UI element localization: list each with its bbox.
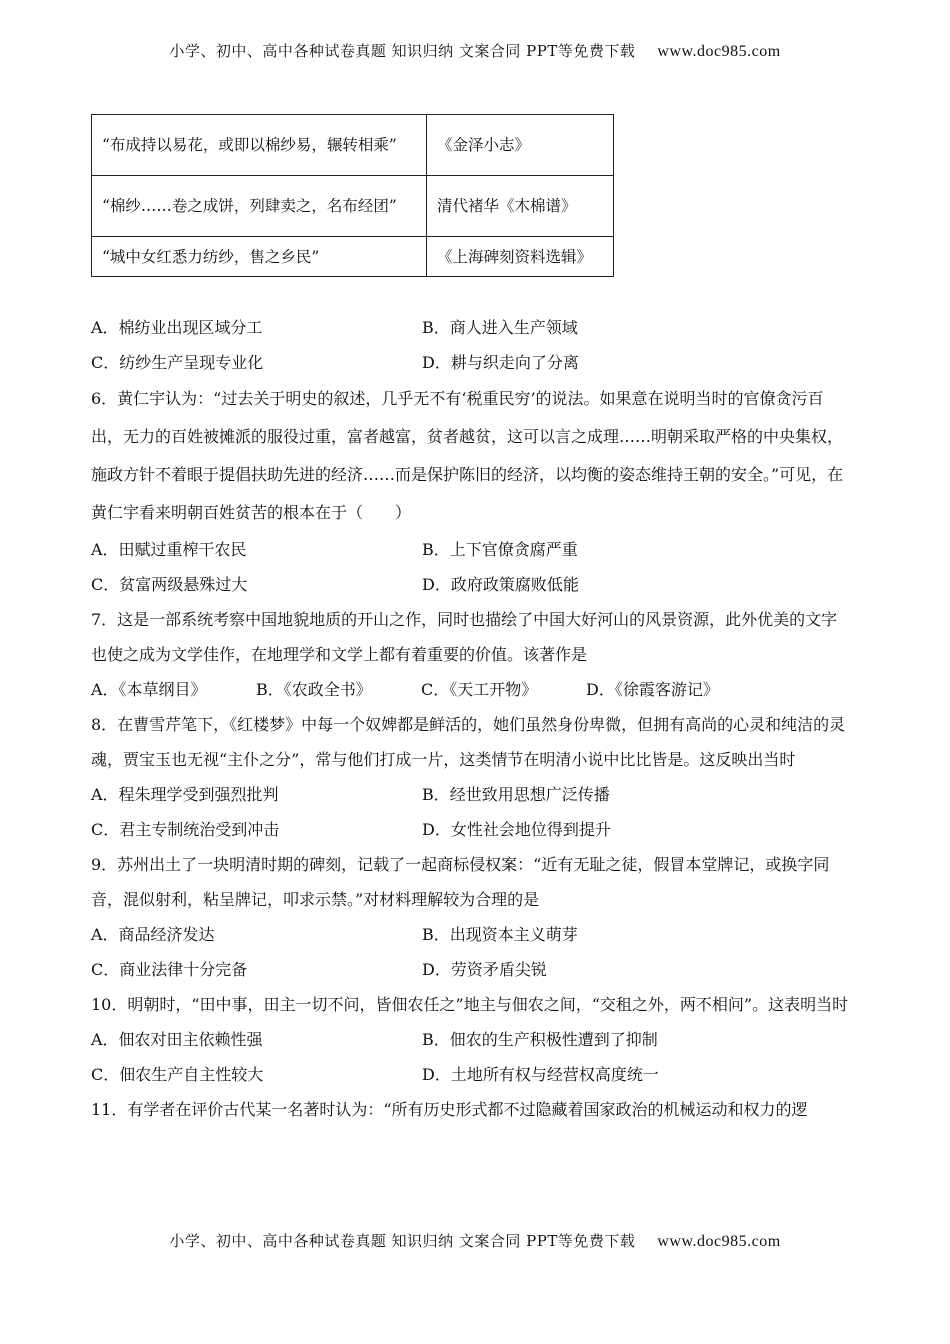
table-quote: “布成持以易花，或即以棉纱易，辗转相乘”	[92, 115, 427, 176]
q11-stem: 11．有学者在评价古代某一名著时认为：“所有历史形式都不过隐藏着国家政治的机械运动和权力的逻	[91, 1100, 808, 1119]
q5-option-d: D．耕与织走向了分离	[422, 353, 579, 372]
table-row	[92, 237, 614, 277]
q7-option-a: A．《本草纲目》	[91, 680, 207, 699]
page-header	[0, 40, 950, 61]
q7-stem: 7．这是一部系统考察中国地貌地质的开山之作，同时也描绘了中国大好河山的风景资源，此外优美的文字也使之成为文学佳作，在地理学和文学上都有着重要的价值。该著作是	[91, 610, 838, 664]
source-table	[91, 114, 614, 277]
table-source: 清代褚华《木棉谱》	[427, 176, 614, 237]
q5-option-a: A．棉纺业出现区域分工	[91, 318, 263, 337]
table-row	[92, 115, 614, 176]
table-source: 《金泽小志》	[427, 115, 614, 176]
q7-option-b: B．《农政全书》	[256, 680, 372, 699]
q9-options-row-2	[91, 952, 853, 987]
table-quote: “城中女红悉力纺纱，售之乡民”	[92, 237, 427, 277]
q8-options-row-1	[91, 777, 853, 812]
q10-stem: 10．明朝时，“田中事，田主一切不问，皆佃农任之”地主与佃农之间，“交租之外，两不相问”。这表明当时	[91, 995, 849, 1014]
header-url[interactable]: www.doc985.com	[657, 43, 781, 60]
q6-option-d: D．政府政策腐败低能	[422, 575, 579, 594]
q6-options-row-1	[91, 532, 853, 567]
q8-option-b: B．经世致用思想广泛传播	[422, 785, 610, 804]
q5-option-c: C．纺纱生产呈现专业化	[91, 353, 264, 372]
q6-stem: 6．黄仁宇认为：“过去关于明史的叙述，几乎无不有‘税重民穷’的说法。如果意在说明当时的官僚贪污百出，无力的百姓被摊派的服役过重，富者越富，贫者越贫，这可以言之成理……明朝采取严格的中央集权，施政方针不着眼于提倡扶助先进的经济……而是保护陈旧的经济，以均衡的姿态维持王朝的安全。”可见，在黄仁宇看来明朝百姓贫苦的根本在于（ ）	[91, 389, 844, 522]
q7-option-d: D．《徐霞客游记》	[586, 680, 719, 699]
q7-option-c: C．《天工开物》	[421, 680, 538, 699]
q6-options-row-2	[91, 567, 853, 602]
q10-option-d: D．土地所有权与经营权高度统一	[422, 1065, 659, 1084]
q8-option-c: C．君主专制统治受到冲击	[91, 820, 280, 839]
q8-stem: 8．在曹雪芹笔下，《红楼梦》中每一个奴婢都是鲜活的，她们虽然身份卑微，但拥有高尚的心灵和纯洁的灵魂，贾宝玉也无视“主仆之分”，常与他们打成一片，这类情节在明清小说中比比皆是。这反映出当时	[91, 715, 846, 769]
q6-option-b: B．上下官僚贪腐严重	[422, 540, 578, 559]
q9-option-a: A．商品经济发达	[91, 925, 215, 944]
q9-options-row-1	[91, 917, 853, 952]
q9-option-d: D．劳资矛盾尖锐	[422, 960, 547, 979]
footer-text: 小学、初中、高中各种试卷真题 知识归纳 文案合同 PPT等免费下载	[169, 1232, 636, 1250]
q6-option-c: C．贫富两级悬殊过大	[91, 575, 248, 594]
header-text: 小学、初中、高中各种试卷真题 知识归纳 文案合同 PPT等免费下载	[169, 42, 636, 60]
q10-options-row-2	[91, 1057, 853, 1092]
table-quote: “棉纱……卷之成饼，列肆卖之，名布经团”	[92, 176, 427, 237]
q5-options-row-2	[91, 345, 853, 380]
q5-option-b: B．商人进入生产领域	[422, 318, 578, 337]
q9-option-c: C．商业法律十分完备	[91, 960, 248, 979]
q7-options-row	[91, 672, 853, 707]
q10-option-b: B．佃农的生产积极性遭到了抑制	[422, 1030, 658, 1049]
q8-options-row-2	[91, 812, 853, 847]
q8-option-a: A．程朱理学受到强烈批判	[91, 785, 279, 804]
question-content	[91, 310, 853, 1127]
q10-option-c: C．佃农生产自主性较大	[91, 1065, 264, 1084]
q9-option-b: B．出现资本主义萌芽	[422, 925, 578, 944]
q5-options-row-1	[91, 310, 853, 345]
q10-option-a: A．佃农对田主依赖性强	[91, 1030, 263, 1049]
page-footer	[0, 1230, 950, 1251]
table-source: 《上海碑刻资料选辑》	[427, 237, 614, 277]
q6-option-a: A．田赋过重榨干农民	[91, 540, 247, 559]
q9-stem: 9．苏州出土了一块明清时期的碑刻，记载了一起商标侵权案：“近有无耻之徒，假冒本堂牌记，或换字同音，混似射利，粘呈牌记，叩求示禁。”对材料理解较为合理的是	[91, 855, 830, 909]
q8-option-d: D．女性社会地位得到提升	[422, 820, 611, 839]
table-row	[92, 176, 614, 237]
footer-url[interactable]: www.doc985.com	[657, 1233, 781, 1250]
q10-options-row-1	[91, 1022, 853, 1057]
